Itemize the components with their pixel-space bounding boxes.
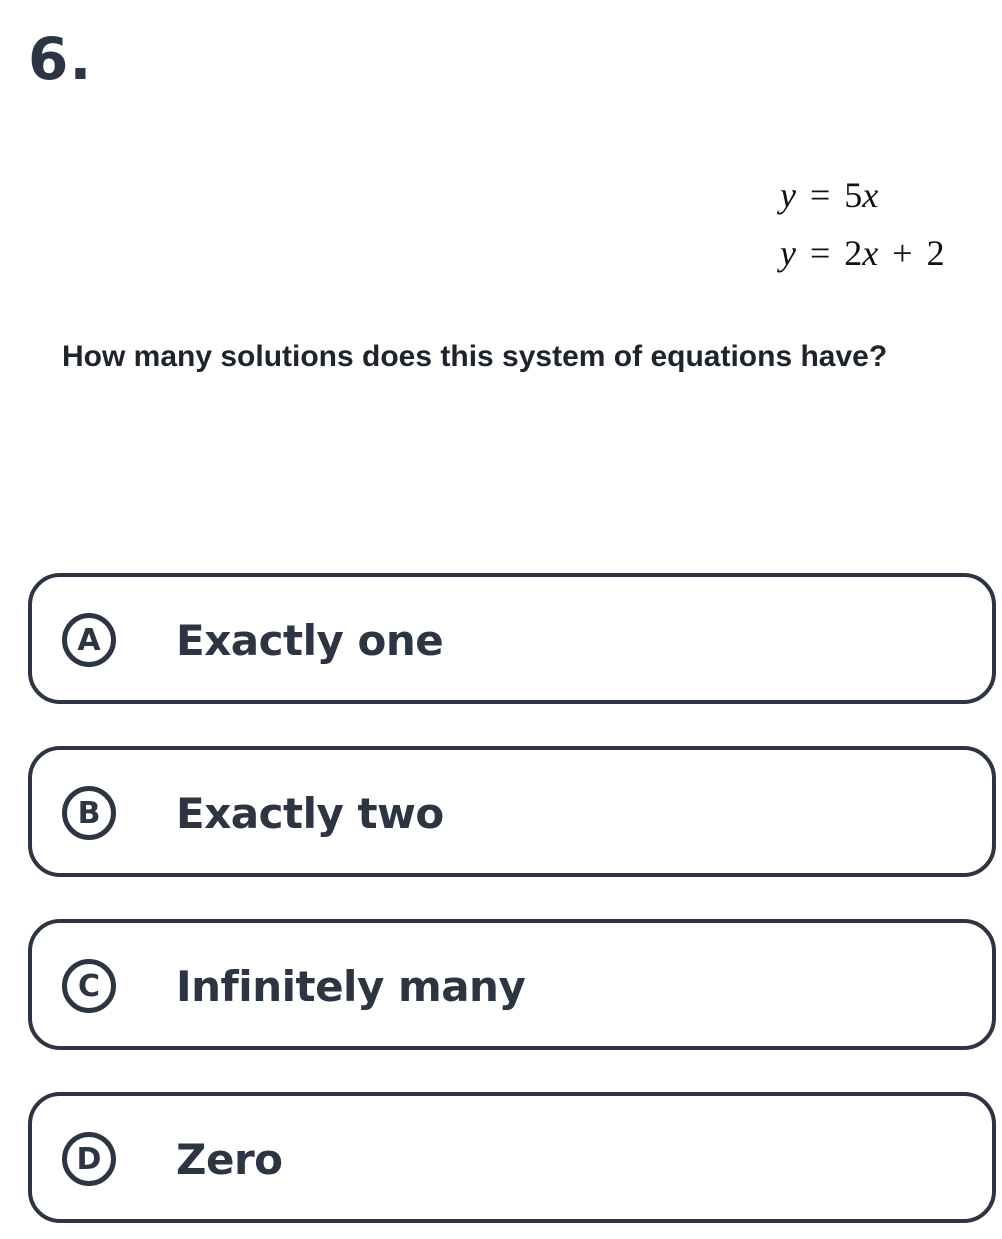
equation-2-constant: 2: [926, 233, 945, 273]
option-d-button[interactable]: [28, 1092, 996, 1223]
equation-2-plus: +: [892, 233, 913, 273]
answer-options: [28, 573, 996, 1223]
equation-1-lhs: y: [780, 175, 796, 215]
equation-2-variable: x: [862, 233, 879, 273]
option-a-button[interactable]: [28, 573, 996, 704]
option-c-button[interactable]: [28, 919, 996, 1050]
option-b-button[interactable]: [28, 746, 996, 877]
equation-system: [780, 166, 945, 282]
question-prompt: How many solutions does this system of equations have?: [62, 340, 888, 373]
option-a-letter-badge: A: [62, 613, 116, 667]
equation-1-variable: x: [862, 175, 879, 215]
equation-2: [780, 224, 945, 282]
option-b-letter-badge: B: [62, 786, 116, 840]
equation-1: [780, 166, 945, 224]
equation-2-coefficient: 2: [844, 233, 863, 273]
option-c-letter-badge: C: [62, 959, 116, 1013]
equation-1-coefficient: 5: [844, 175, 863, 215]
option-c-text: Infinitely many: [176, 962, 526, 1011]
equation-2-lhs: y: [780, 233, 796, 273]
equation-1-equals: =: [809, 175, 831, 215]
question-number: 6.: [28, 25, 93, 93]
option-b-text: Exactly two: [176, 789, 444, 838]
option-d-letter-badge: D: [62, 1132, 116, 1186]
option-a-text: Exactly one: [176, 616, 444, 665]
option-d-text: Zero: [176, 1135, 283, 1184]
equation-2-equals: =: [809, 233, 831, 273]
